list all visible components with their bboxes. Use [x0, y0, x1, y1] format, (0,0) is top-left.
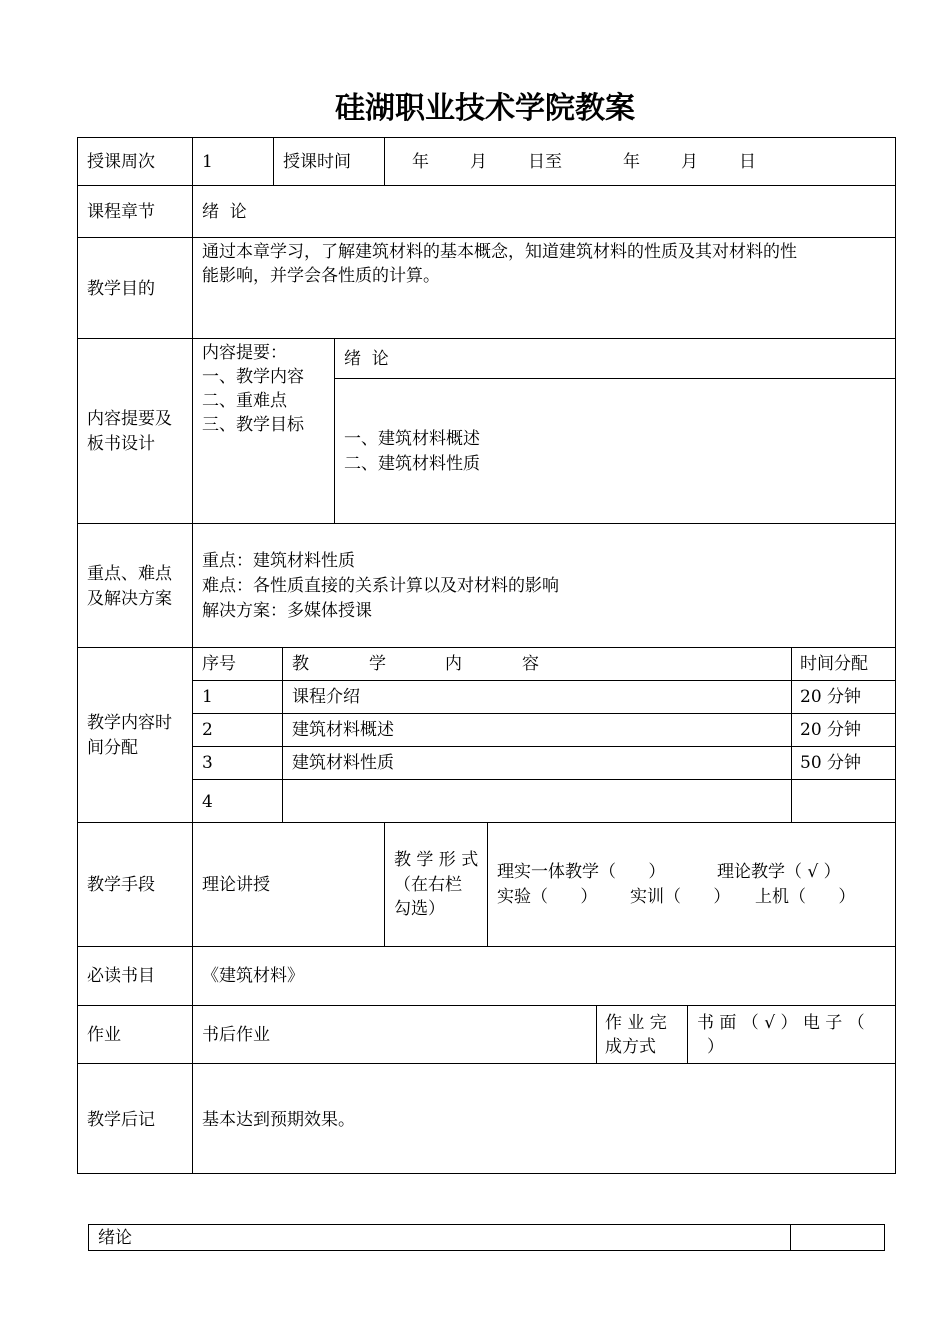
form-option-experiment[interactable]: 实验（ ）	[497, 887, 598, 907]
outline-topic: 绪 论	[344, 349, 389, 369]
keypoint-line: 重点：建筑材料性质	[202, 551, 355, 571]
week-label: 授课周次	[87, 152, 155, 172]
books-label: 必读书目	[87, 966, 155, 986]
form-option-computer[interactable]: 上机（ ）	[755, 887, 856, 907]
time-label: 授课时间	[283, 152, 351, 172]
time-start-year: 年	[412, 152, 429, 172]
form-label-line: （在右栏	[394, 875, 462, 895]
form-label-line: 教 学 形 式	[394, 850, 479, 870]
keypoints-label-line-1: 重点、难点	[87, 564, 172, 584]
schedule-cell-content: 课程介绍	[292, 687, 360, 707]
document-title: 硅湖职业技术学院教案	[335, 91, 635, 126]
schedule-cell-time: 20 分钟	[800, 687, 862, 707]
chapter-label: 课程章节	[87, 202, 155, 222]
outline-left-line: 一、教学内容	[202, 367, 304, 387]
objective-line-1: 通过本章学习，了解建筑材料的基本概念，知道建筑材料的性质及其对材料的性	[202, 242, 797, 262]
schedule-label-line-1: 教学内容时	[87, 713, 172, 733]
next-table-cell: 绪论	[98, 1228, 132, 1248]
homework-mode-label-line: 成方式	[605, 1037, 656, 1057]
schedule-header-content: 内	[445, 654, 462, 674]
form-option-theory-practice[interactable]: 理实一体教学（ ）	[497, 862, 666, 882]
schedule-cell-no: 3	[202, 753, 213, 773]
schedule-cell-no: 4	[202, 792, 213, 812]
schedule-label-line-2: 间分配	[87, 738, 138, 758]
schedule-cell-time: 20 分钟	[800, 720, 862, 740]
outline-label-line-1: 内容提要及	[87, 409, 172, 429]
form-option-theory[interactable]: 理论教学（ √ ）	[717, 862, 841, 882]
schedule-header-time: 时间分配	[800, 654, 868, 674]
schedule-header-content: 教	[292, 654, 309, 674]
keypoint-line: 难点：各性质直接的关系计算以及对材料的影响	[202, 576, 559, 596]
reflection-label: 教学后记	[87, 1110, 155, 1130]
homework-mode-option-tail: ）	[707, 1037, 724, 1057]
books-value: 《建筑材料》	[202, 966, 304, 986]
schedule-header-content: 学	[369, 654, 386, 674]
objective-line-2: 能影响，并学会各性质的计算。	[202, 266, 440, 286]
schedule-cell-no: 2	[202, 720, 213, 740]
week-value: 1	[202, 152, 213, 172]
time-end-year: 年	[623, 152, 640, 172]
homework-mode-option[interactable]: 书 面 （ √ ） 电 子 （	[697, 1013, 865, 1033]
keypoints-label-line-2: 及解决方案	[87, 589, 172, 609]
objective-label: 教学目的	[87, 279, 155, 299]
outline-item: 一、建筑材料概述	[344, 429, 480, 449]
outline-label-line-2: 板书设计	[87, 434, 155, 454]
reflection-value: 基本达到预期效果。	[202, 1110, 355, 1130]
schedule-cell-no: 1	[202, 687, 213, 707]
time-end-month: 月	[681, 152, 698, 172]
time-start-month: 月	[470, 152, 487, 172]
form-option-training[interactable]: 实训（ ）	[630, 887, 731, 907]
outline-item: 二、建筑材料性质	[344, 454, 480, 474]
homework-mode-label-line: 作 业 完	[605, 1013, 667, 1033]
schedule-header-content: 容	[522, 654, 539, 674]
schedule-cell-content: 建筑材料概述	[292, 720, 394, 740]
outline-left-line: 三、教学目标	[202, 415, 304, 435]
time-end-day: 日	[739, 152, 756, 172]
form-label-line: 勾选）	[394, 899, 445, 919]
outline-left-line: 二、重难点	[202, 391, 287, 411]
time-start-day: 日至	[528, 152, 562, 172]
outline-left-line: 内容提要：	[202, 343, 287, 363]
schedule-cell-time: 50 分钟	[800, 753, 862, 773]
chapter-value: 绪 论	[202, 202, 247, 222]
schedule-header-no: 序号	[202, 654, 236, 674]
schedule-cell-content: 建筑材料性质	[292, 753, 394, 773]
homework-label: 作业	[87, 1025, 121, 1045]
means-label: 教学手段	[87, 875, 155, 895]
homework-value: 书后作业	[202, 1025, 270, 1045]
keypoint-line: 解决方案：多媒体授课	[202, 601, 372, 621]
means-value: 理论讲授	[202, 875, 270, 895]
